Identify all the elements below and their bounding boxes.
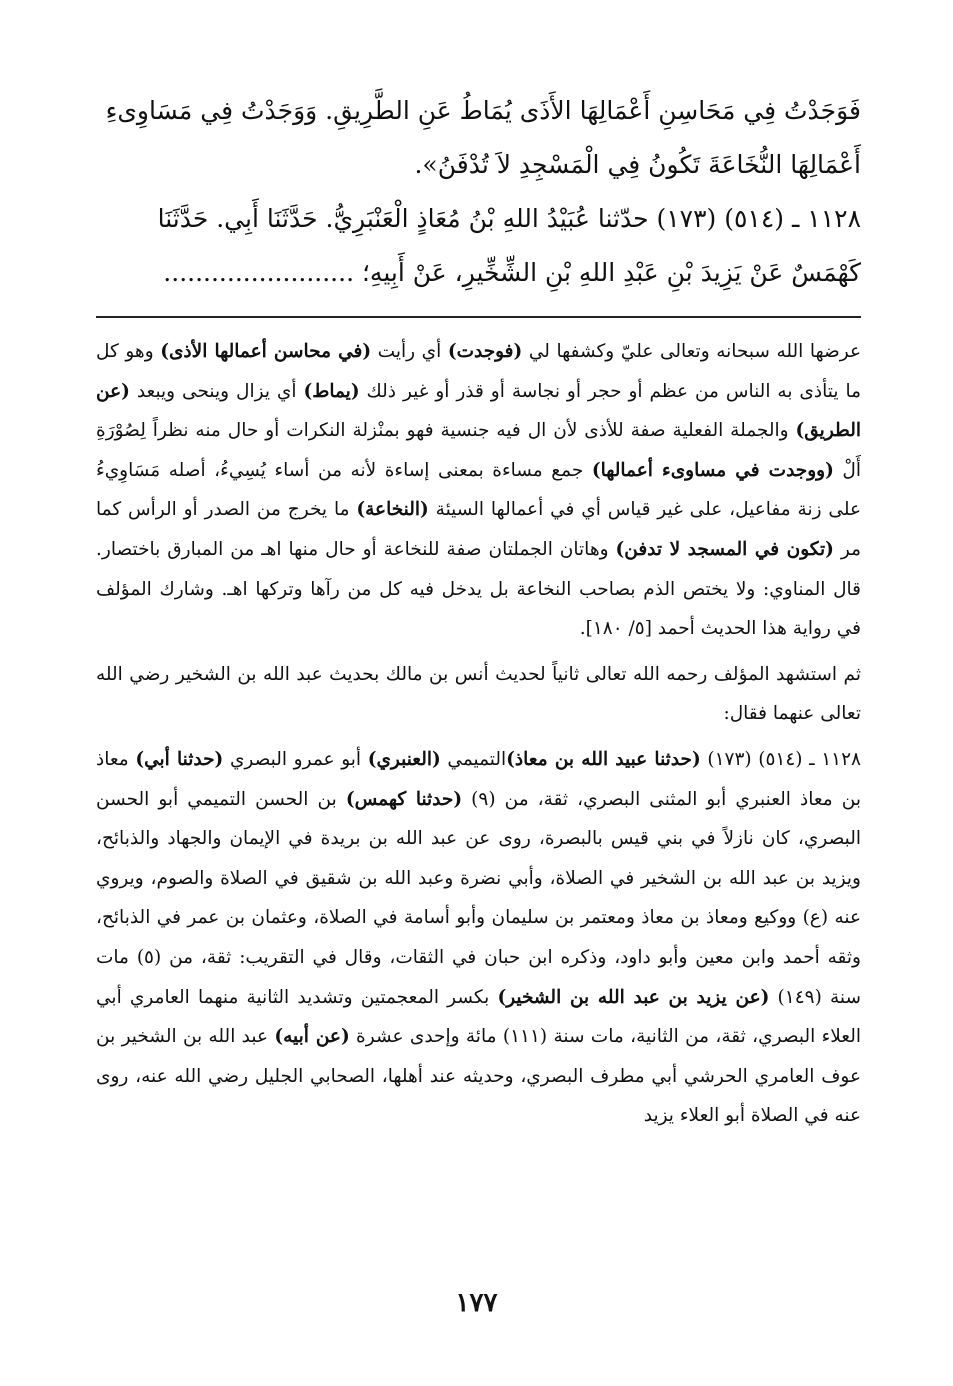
hadith-chain-text: كَهْمَسٌ عَنْ يَزِيدَ بْنِ عَبْدِ اللهِ بْنِ الشِّخِّيرِ، عَنْ أَبِيهِ؛ [361,258,861,287]
commentary-run: وهاتان الجملتان صفة للنخاعة أو حال منها اهـ من المبارق باختصار. قال المناوي: ولا يختص الذم بصاحب النخاعة بل يدخل فيه كل من رآها وتركها اهـ. وشارك المؤلف في رواية هذا الحديث أحمد [٥/ ١٨٠]. [96,538,861,640]
commentary-run: بكسر المعجمتين وتشديد الثانية منهما العامري أبي العلاء البصري، ثقة، من الثانية، مات سنة (١١١) مائة وإحدى عشرة [96,986,862,1048]
bold-quote: (يماط) [303,380,360,402]
continuation-dots: ........................ [163,258,355,287]
commentary-run: وهو كل ما يتأذى به الناس من عظم أو حجر أو نجاسة أو قذر أو غير ذلك [96,341,861,402]
commentary-run: أبو عمرو البصري [223,748,368,770]
bold-quote: (عن الطريق) [96,380,861,442]
commentary-run: جمع مساءة بمعنى إساءة لأنه من أساء يُسِيءُ، أصله مَسَاوِيءُ على زنة مفاعيل، على غير قياس أي في أعمالها السيئة [96,459,861,521]
hadith-line: ١١٢٨ ـ (٥١٤) (١٧٣) حدّثنا عُبَيْدُ اللهِ بْنُ مُعَاذٍ الْعَنْبَرِيُّ. حَدَّثَنَا أَبِي. حَدَّثَنَا [157,204,861,233]
bold-quote: (عن أبيه) [274,1026,350,1048]
bold-quote: (ووجدت في مساوىء أعمالها) [591,459,834,481]
bold-quote: (عن يزيد بن عبد الله بن الشخير) [497,986,770,1008]
commentary-paragraph: ثم استشهد المؤلف رحمه الله تعالى ثانياً لحديث أنس بن مالك بحديث عبد الله بن الشخير رضي الله تعالى عنهما فقال: [96,663,861,725]
commentary-run: ما يخرج من الصدر أو الرأس كما مر [96,499,862,560]
bold-quote: (حدثنا كهمس) [345,788,463,810]
bold-quote: (العنبري) [367,748,441,770]
bold-quote: (فوجدت) [447,341,523,362]
bold-quote: (حدثنا أبي) [135,748,224,770]
commentary-run: عبد الله بن الشخير بن عوف العامري الحرشي أبي مطرف البصري، وحديثه عند أهلها، الصحابي الجليل رضي الله عنه، روى عنه في الصلاة أبو العلاء يزيد [96,1026,861,1127]
commentary-paragraph [96,332,861,649]
footnote-separator [96,316,861,318]
bold-quote: (في محاسن أعمالها الأذى) [160,341,372,362]
commentary-run: معاذ بن معاذ العنبري أبو المثنى البصري، ثقة، من (٩) [96,748,861,810]
commentary-run: ١١٢٨ ـ (٥١٤) (١٧٣) [700,748,861,770]
hadith-line: فَوَجَدْتُ فِي مَحَاسِنِ أَعْمَالِهَا الأَذَى يُمَاطُ عَنِ الطَّرِيقِ. وَوَجَدْتُ فِي مَسَاوِىءِ [105,96,861,125]
bold-quote: (النخاعة) [356,499,429,521]
commentary-run: بن الحسن التميمي أبو الحسن البصري، كان نازلاً في بني قيس بالبصرة، روى عن عبد الله بن بريدة في الإيمان والجهاد والذبائح، ويزيد بن عبد الله بن الشخير في الصلاة، وأبي نضرة وعبد الله بن شقيق في الصلاة والصوم، ويروي عنه (ع) ووكيع ومعاذ بن معاذ ومعتمر بن سليمان وأبو أسامة في الصلاة، وعثمان بن عمر في الذبائح، وثقه أحمد وابن معين وأبو داود، وذكره ابن حبان في الثقات، وقال في التقريب: ثقة، من (٥) مات سنة (١٤٩) [96,788,861,1008]
bold-quote: (حدثنا عبيد الله بن معاذ) [506,748,701,770]
commentary-run: والجملة الفعلية صفة للأذى لأن ال فيه جنسية فهو بمنْزلة النكرات أو حال منه نظراً لِصُوْرَةِ أَلْ [96,420,861,481]
commentary-paragraph [96,740,861,1136]
commentary [96,332,861,1136]
hadith-text [96,84,861,300]
commentary-run: أي رأيت [371,341,448,362]
commentary-run: عرضها الله سبحانه وتعالى عليّ وكشفها لي [522,341,861,362]
hadith-line: أَعْمَالِهَا النُّخَاعَةَ تَكُونُ فِي الْمَسْجِدِ لاَ تُدْفَنُ». [414,150,861,179]
commentary-run: التميمي [440,748,507,770]
page-number: ١٧٧ [455,1288,498,1318]
hadith-line [96,246,861,300]
bold-quote: (تكون في المسجد لا تدفن) [615,538,834,560]
commentary-run: أي يزال وينحى ويبعد [129,380,304,402]
